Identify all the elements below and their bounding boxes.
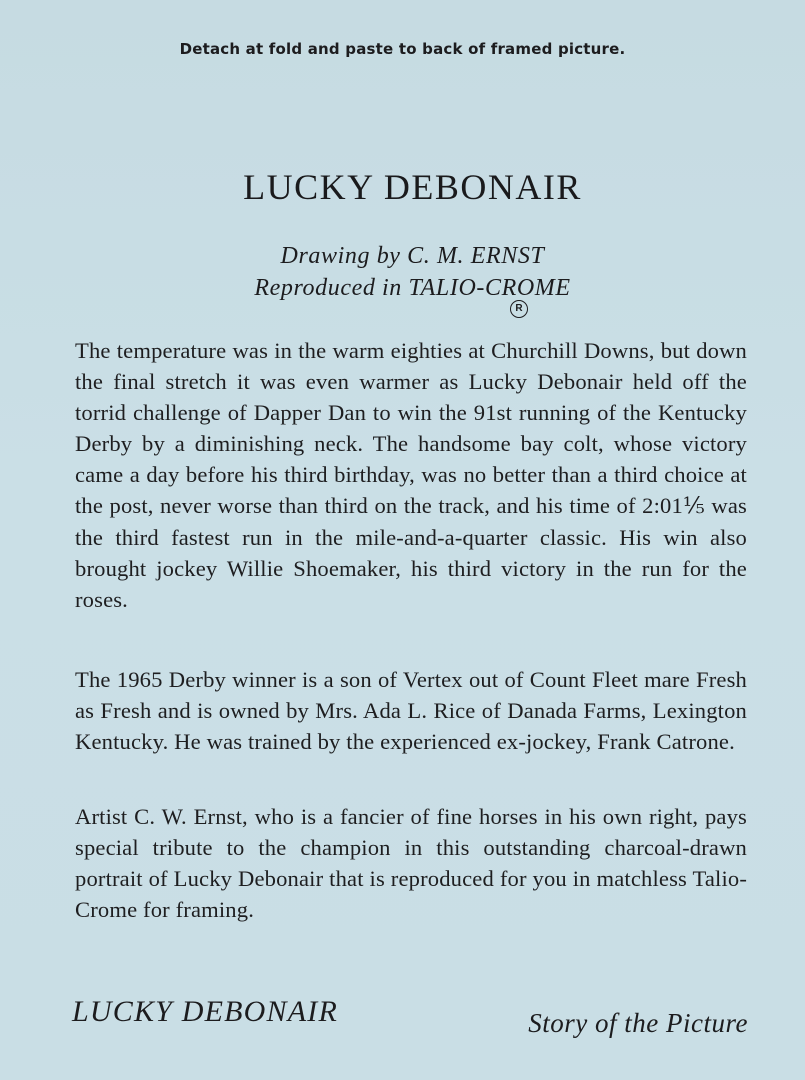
footer-subtitle: Story of the Picture: [528, 1008, 748, 1038]
fold-instruction: Detach at fold and paste to back of framed picture.: [179, 40, 626, 58]
reproduction-credit: Reproduced in TALIO-CROME: [254, 275, 571, 301]
footer-title: LUCKY DEBONAIR: [72, 995, 338, 1028]
story-paragraph-2: The 1965 Derby winner is a son of Vertex out of Count Fleet mare Fresh as Fresh and is owned by Mrs. Ada L. Rice of Danada Farms, Lexington Kentucky. He was trained by the experienced ex-jockey, Frank Catrone.: [75, 667, 747, 755]
story-paragraph-3: Artist C. W. Ernst, who is a fancier of fine horses in his own right, pays special tribute to the champion in this outstanding charcoal-drawn portrait of Lucky Debonair that is reproduced for you in matchless Talio-Crome for framing.: [75, 804, 747, 923]
registered-trademark-icon: R: [510, 300, 528, 318]
drawing-credit: Drawing by C. M. ERNST: [280, 243, 545, 269]
page-title: LUCKY DEBONAIR: [243, 167, 582, 207]
story-paragraph-1: The temperature was in the warm eighties at Churchill Downs, but down the final stretch it was even warmer as Lucky Debonair held off the torrid challenge of Dapper Dan to win the 91st running of the Kentucky Derby by a diminishing neck. The handsome bay colt, whose victory came a day before his third birthday, was no better than a third choice at the post, never worse than third on the track, and his time of 2:01⅕ was the third fastest run in the mile-and-a-quarter classic. His win also brought jockey Willie Shoemaker, his third victory in the run for the roses.: [75, 338, 747, 612]
